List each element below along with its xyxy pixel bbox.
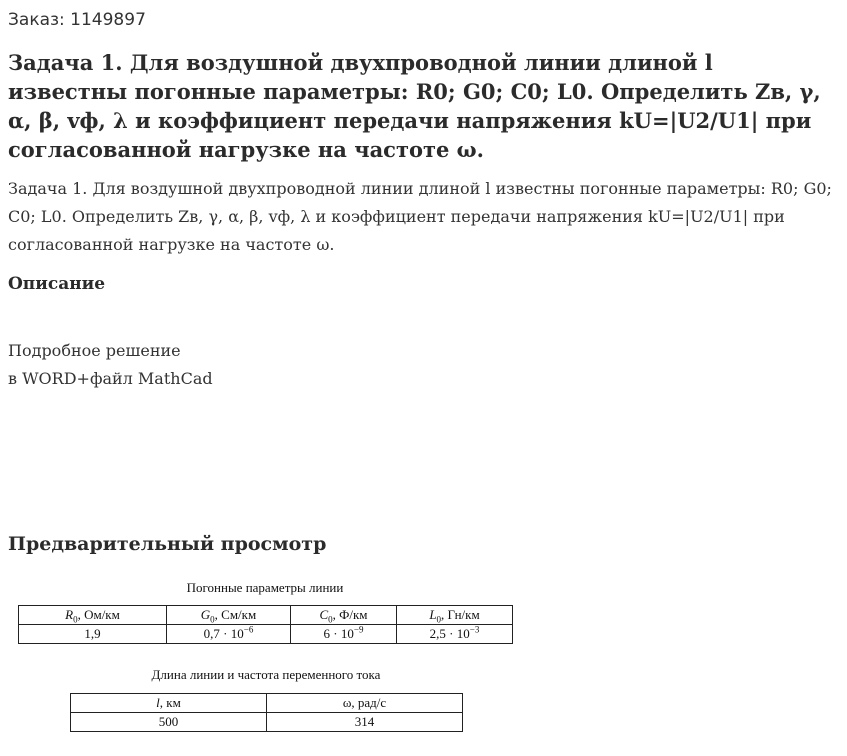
table-header-row (71, 694, 463, 713)
table-row (71, 713, 463, 732)
description-body (8, 337, 213, 393)
table-row (19, 625, 513, 644)
header-r0: $R_0$, Ом/км (19, 606, 167, 625)
description-heading: Описание (8, 274, 106, 294)
table2-caption: Длина линии и частота переменного тока (151, 667, 381, 682)
header-length: l, км (71, 694, 267, 713)
header-frequency: ω, рад/с (267, 694, 463, 713)
value-l0: $2,5 \cdot 10^{-3}$ (397, 625, 513, 644)
task-description: Задача 1. Для воздушной двухпроводной линии длиной l известны погонные параметры: R0; G0; C0; L0. Определить Zв, γ, α, β, vф, λ и коэффициент передачи напряжения kU=|U2/U1| при согласованной нагрузке на частоте ω. (8, 179, 832, 254)
table1-caption: Погонные параметры линии (186, 580, 344, 595)
preview-heading: Предварительный просмотр (8, 533, 327, 555)
value-frequency: 314 (267, 713, 463, 732)
value-c0: $6 \cdot 10^{-9}$ (291, 625, 397, 644)
value-length: 500 (71, 713, 267, 732)
order-number: Заказ: 1149897 (8, 10, 146, 30)
length-frequency-table (70, 693, 463, 732)
task-title: Задача 1. Для воздушной двухпроводной линии длиной l известны погонные параметры: R0; G0; C0; L0. Определить Zв, γ, α, β, vф, λ и коэффициент передачи напряжения kU=|U2/U1| при согласованной нагрузке на частоте ω. (8, 50, 821, 162)
value-r0: 1,9 (19, 625, 167, 644)
header-c0: $C_0$, Ф/км (291, 606, 397, 625)
line-parameters-table (18, 605, 513, 644)
description-line-1: Подробное решение (8, 341, 181, 360)
header-g0: $G_0$, См/км (167, 606, 291, 625)
header-l0: $L_0$, Гн/км (397, 606, 513, 625)
table-header-row (19, 606, 513, 625)
description-line-2: в WORD+файл MathCad (8, 369, 213, 388)
value-g0: $0,7 \cdot 10^{-6}$ (167, 625, 291, 644)
